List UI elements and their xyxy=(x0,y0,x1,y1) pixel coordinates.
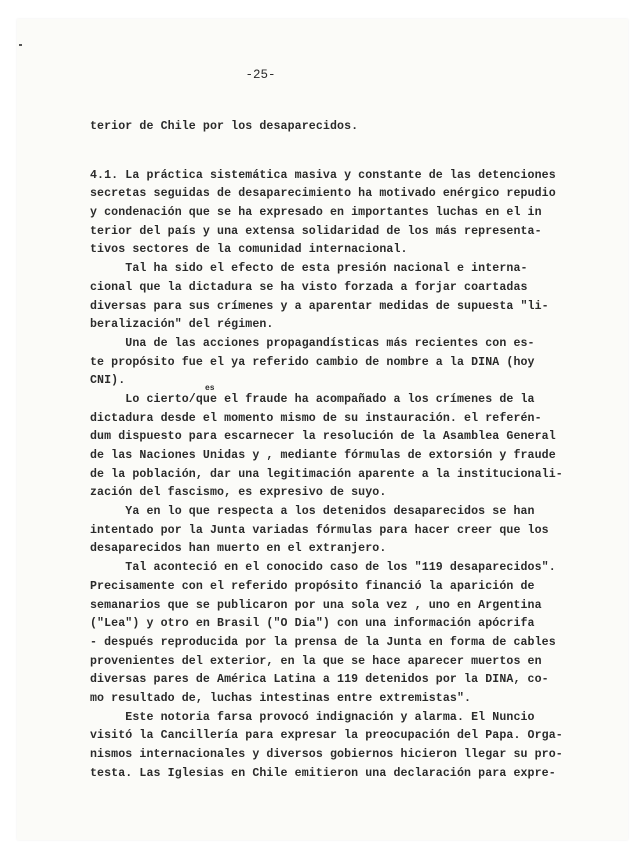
document-body xyxy=(90,118,590,783)
text-line: diversas pares de América Latina a 119 detenidos por la DINA, co- xyxy=(90,673,549,687)
page-number-text: -25- xyxy=(245,68,276,82)
text-line: - después reproducida por la prensa de la Junta en forma de cables xyxy=(90,635,556,649)
text-line: de las Naciones Unidas y , mediante fórmulas de extorsión y fraude xyxy=(90,449,556,462)
paragraph xyxy=(90,559,590,709)
text-line: Lo cierto/que el fraude ha acompañado a los crímenes de la xyxy=(90,392,535,406)
text-line: Una de las acciones propagandísticas más recientes con es- xyxy=(90,336,535,350)
paragraph xyxy=(90,709,590,784)
text-line: mo resultado de, luchas intestinas entre extremistas". xyxy=(90,691,472,705)
text-line: te propósito fue el ya referido cambio de nombre a la DINA (hoy xyxy=(90,355,535,369)
text-line: zación del fascismo, es expresivo de suyo. xyxy=(90,486,387,500)
text-line: secretas seguidas de desaparecimiento ha motivado enérgico repudio xyxy=(90,187,556,201)
page-number xyxy=(0,68,581,82)
text-line: terior del país y una extensa solidaridad de los más representa- xyxy=(90,224,542,238)
text-line: terior de Chile por los desaparecidos. xyxy=(90,120,359,133)
text-line: Tal aconteció en el conocido caso de los "119 desaparecidos". xyxy=(90,561,556,575)
text-line: visitó la Cancillería para expresar la preocupación del Papa. Orga- xyxy=(90,729,563,743)
text-line: diversas para sus crímenes y a aparentar medidas de supuesta "li- xyxy=(90,299,549,313)
text-line: y condenación que se ha expresado en importantes luchas en el in xyxy=(90,206,542,220)
paragraph xyxy=(90,118,590,137)
text-line: tivos sectores de la comunidad internacional. xyxy=(90,243,408,257)
text-line: Ya en lo que respecta a los detenidos desaparecidos se han xyxy=(90,505,535,519)
paragraph xyxy=(90,335,590,391)
scan-speck xyxy=(19,44,22,46)
text-line: dum dispuesto para escarnecer la resolución de la Asamblea General xyxy=(90,430,556,444)
text-line: desaparecidos han muerto en el extranjero. xyxy=(90,542,387,556)
text-line: 4.1. La práctica sistemática masiva y constante de las detenciones xyxy=(90,168,556,182)
paragraph xyxy=(90,167,590,260)
text-line: Precisamente con el referido propósito financió la aparición de xyxy=(90,579,535,593)
text-line: dictadura desde el momento mismo de su instauración. el referén- xyxy=(90,411,542,425)
text-line: nismos internacionales y diversos gobiernos hicieron llegar su pro- xyxy=(90,748,563,761)
text-line: Tal ha sido el efecto de esta presión nacional e interna- xyxy=(90,262,528,276)
paragraph xyxy=(90,260,590,335)
text-line: intentado por la Junta variadas fórmulas para hacer creer que los xyxy=(90,523,549,537)
text-line: testa. Las Iglesias en Chile emitieron una declaración para expre- xyxy=(90,766,556,780)
handwritten-insertion: es xyxy=(205,384,215,393)
text-line: beralización" del régimen. xyxy=(90,318,274,332)
text-line: de la población, dar una legitimación aparente a la institucionali- xyxy=(90,467,563,481)
text-line: semanarios que se publicaron por una sola vez , uno en Argentina xyxy=(90,598,542,612)
text-line: provenientes del exterior, en la que se hace aparecer muertos en xyxy=(90,654,542,668)
paragraph xyxy=(90,391,590,503)
text-line: CNI). xyxy=(90,374,126,388)
text-line: ("Lea") y otro en Brasil ("O Dia") con una información apócrifa xyxy=(90,617,535,631)
text-line: cional que la dictadura se ha visto forzada a forjar coartadas xyxy=(90,280,528,294)
text-line: Este notoria farsa provocó indignación y alarma. El Nuncio xyxy=(90,710,535,724)
paragraph xyxy=(90,503,590,559)
